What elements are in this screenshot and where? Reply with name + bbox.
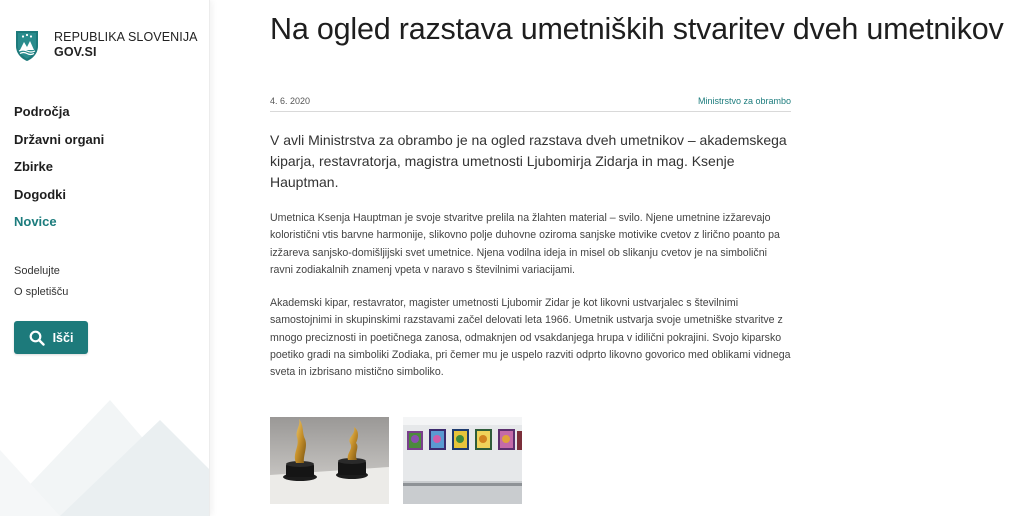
site-name-line2: GOV.SI [54,45,97,59]
main-navigation [14,102,104,240]
article-date: 4. 6. 2020 [270,96,311,106]
coat-of-arms-icon [14,30,40,62]
site-name-line1: REPUBLIKA SLOVENIJA [54,30,198,44]
nav-item-dogodki[interactable]: Dogodki [14,186,66,202]
nav-item-novice[interactable]: Novice [14,214,57,229]
article-paragraph-1: Umetnica Ksenja Hauptman je svoje stvaritve prelila na žlahten material – svilo. Njene umetnine izžarevajo koloristični vtis barvne harmonije, slikovno polje duhovne oziroma sanjske motivike cvetov z lirično poanto pa izžareva sanjsko-domišljijski svet umetnice. Njena vodilna ideja in misel ob slikanju cvetov je na simbolični ravni zodiakalnih znamenj vpeta v naravo s številnimi variacijami. [270,212,780,276]
site-logo[interactable] [14,30,198,62]
search-icon [29,330,45,346]
sidebar [0,0,210,516]
nav-item-zbirke[interactable]: Zbirke [14,159,54,174]
nav-item-o-spletiscu[interactable]: O spletišču [14,286,69,298]
gallery-image-paintings[interactable] [403,417,522,504]
nav-item-podrocja[interactable]: Področja [14,104,70,119]
site-name [54,30,198,60]
secondary-navigation [14,264,68,306]
nav-item-sodelujte[interactable]: Sodelujte [14,265,60,277]
search-button[interactable] [14,321,88,354]
page-title: Na ogled razstava umetniških stvaritev dveh umetnikov [270,12,1004,46]
article-paragraph-2: Akademski kipar, restavrator, magister umetnosti Ljubomir Zidar je kot likovni ustvarjalec s številnimi samostojnimi in skupinskimi razstavami začel delovati leta 1966. Umetnik ustvarja svoje umetniške stvaritve z mnogo preciznosti in poetičnega zanosa, odmaknjen od vsakdanjega hrupa v idilični pokrajini. Svojo kiparsko poetiko gradi na simboliki Zodiaka, pri čemer mu je uspelo razviti odprto likovno govorico med oblikami vidnega sveta in izbrisano mistično simboliko. [270,297,791,379]
nav-item-drzavni-organi[interactable]: Državni organi [14,131,105,147]
search-button-label: Išči [52,330,74,345]
gallery-image-sculptures[interactable] [270,417,389,504]
sculptures-photo [270,417,389,504]
article-organization-link[interactable]: Ministrstvo za obrambo [697,96,791,106]
article-lead: V avli Ministrstva za obrambo je na ogled razstava dveh umetnikov – akademskega kiparja, restavratorja, magistra umetnosti Ljubomirja Zidarja in mag. Ksenje Hauptman. [270,132,787,190]
article-meta [270,96,791,112]
paintings-photo [403,417,522,504]
